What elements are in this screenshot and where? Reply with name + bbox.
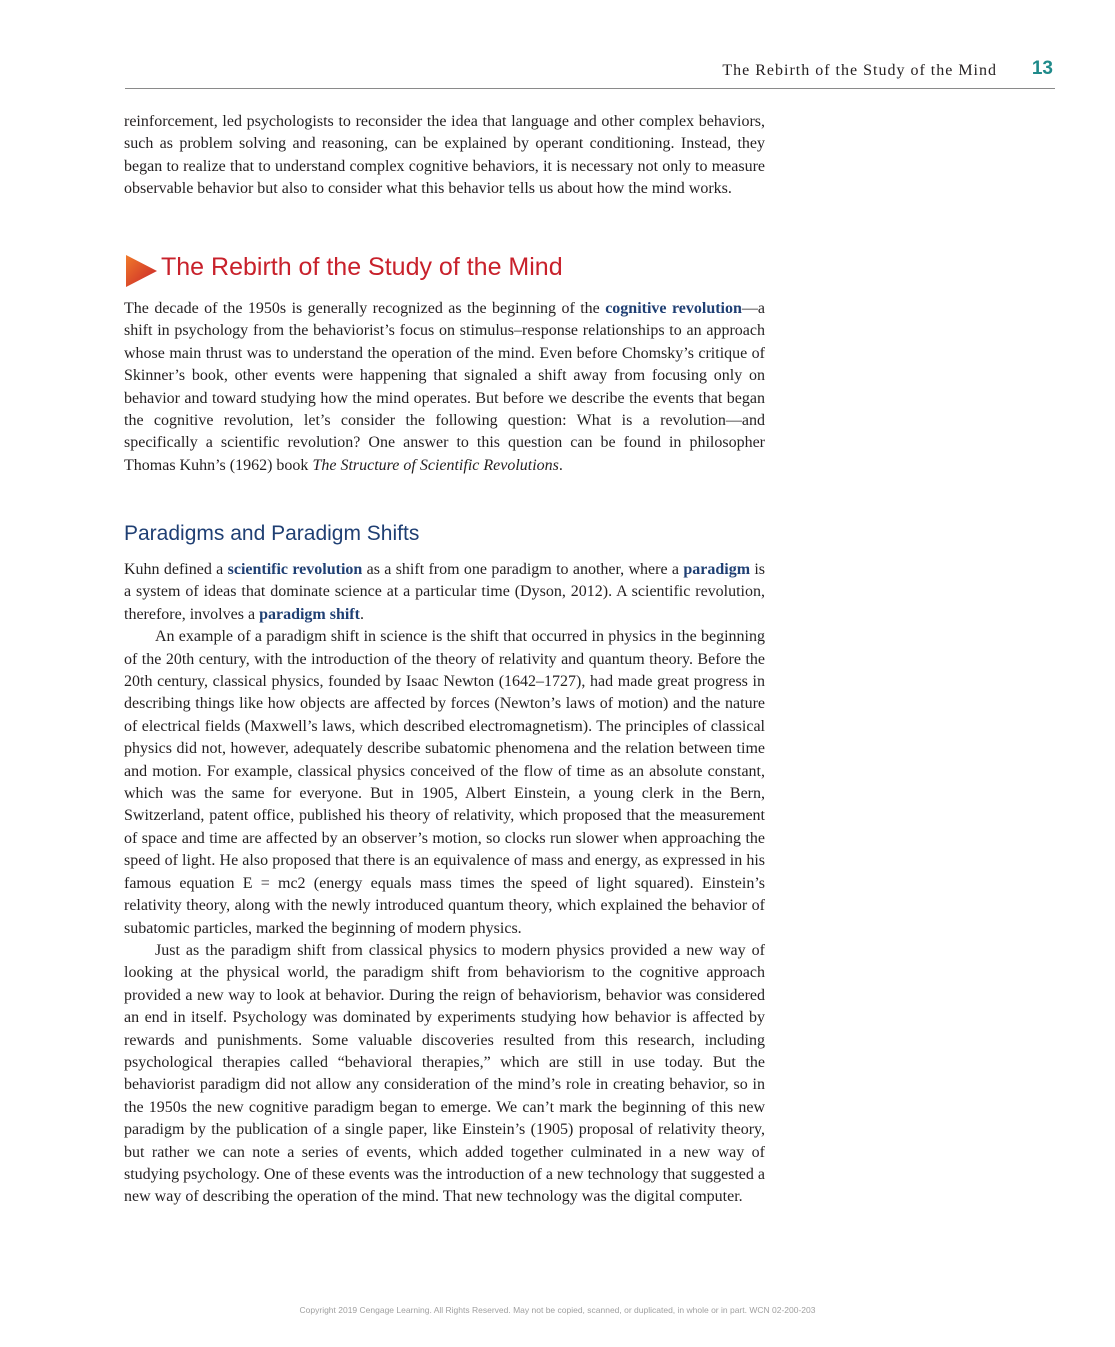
text-run: is a system of ideas that dominate science at a particular time (Dyson, 2012). A scientific revolution, therefore, involves a xyxy=(124,561,766,623)
section-paragraph xyxy=(124,298,765,477)
text-run: The decade of the 1950s is generally recognized as the beginning of the xyxy=(124,300,606,317)
subsection-paragraph-3: Just as the paradigm shift from classical physics to modern physics provided a new way of looking at the physical world, the paradigm shift from behaviorism to the cognitive approach provided a new way to look at behavior. During the reign of behaviorism, behavior was considered an end in itself. Psychology was dominated by experiments studying how behavior is affected by rewards and punishments. Some valuable discoveries resulted from this research, including psychological therapies called “behavioral therapies,” which are still in use today. But the behaviorist paradigm did not allow any consideration of the mind’s role in creating behavior, so in the 1950s the new cognitive paradigm began to emerge. We can’t mark the beginning of this new paradigm by the publication of a single paper, like Einstein’s (1905) proposal of relativity theory, but rather we can note a series of events, which added together culminated in a new way of studying psychology. One of these events was the introduction of a new technology that suggested a new way of describing the operation of the mind. That new technology was the digital computer. xyxy=(124,941,765,1206)
key-term-cognitive-revolution: cognitive revolution xyxy=(605,300,742,317)
subsection-title: Paradigms and Paradigm Shifts xyxy=(124,522,420,545)
running-header xyxy=(125,60,1055,89)
book-title: The Structure of Scientific Revolutions xyxy=(312,456,559,474)
key-term-paradigm-shift: paradigm shift xyxy=(259,605,360,623)
text-run: . xyxy=(359,605,364,623)
intro-paragraph: reinforcement, led psychologists to reconsider the idea that language and other complex behaviors, such as problem solving and reasoning, can be explained by operant conditioning. Instead, they began to realize that to understand complex cognitive behaviors, it is necessary not only to measure observable behavior but also to consider what this behavior tells us about how the mind works. xyxy=(124,113,765,198)
key-term-paradigm: paradigm xyxy=(683,561,751,578)
subsection-paragraph-1 xyxy=(124,559,765,626)
intro-text xyxy=(124,111,765,201)
section-title: The Rebirth of the Study of the Mind xyxy=(161,253,563,281)
text-run: . xyxy=(558,456,563,474)
subsection-body xyxy=(124,559,765,1209)
text-run: Kuhn defined a xyxy=(124,561,228,578)
red-triangle-arrow-icon xyxy=(124,254,158,288)
text-run: as a shift from one paradigm to another, where a xyxy=(362,561,684,578)
subsection-paragraph-2: An example of a paradigm shift in science is the shift that occurred in physics in the beginning of the 20th century, with the introduction of the theory of relativity and quantum theory. Before the 20th century, classical physics, founded by Isaac Newton (1642–1727), had made great progress in describing things like how objects are affected by forces (Newton’s laws of motion) and the nature of electrical fields (Maxwell’s laws, which described electromagnetism). The principles of classical physics did not, however, adequately describe subatomic phenomena and the relation between time and motion. For example, classical physics conceived of the flow of time as an absolute constant, which was the same for everyone. But in 1905, Albert Einstein, a young clerk in the Bern, Switzerland, patent office, published his theory of relativity, which proposed that the measurement of space and time are affected by an observer’s motion, so clocks run slower when approaching the speed of light. He also proposed that there is an equivalence of mass and energy, as expressed in his famous equation E = mc2 (energy equals mass times the speed of light squared). Einstein’s relativity theory, along with the newly introduced quantum theory, which explained the behavior of subatomic particles, marked the beginning of modern physics. xyxy=(124,628,765,937)
key-term-scientific-revolution: scientific revolution xyxy=(227,561,363,578)
page-number: 13 xyxy=(1031,58,1053,79)
running-title: The Rebirth of the Study of the Mind xyxy=(722,62,997,79)
section-body xyxy=(124,298,765,477)
copyright-footer: Copyright 2019 Cengage Learning. All Rights Reserved. May not be copied, scanned, or duplicated, in whole or in part. WCN 02-200-203 xyxy=(299,1305,816,1315)
section-heading xyxy=(124,254,824,288)
text-run: —a shift in psychology from the behaviorist’s focus on stimulus–response relationships to an approach whose main thrust was to understand the operation of the mind. Even before Chomsky’s critique of Skinner’s book, other events were happening that signaled a shift away from focusing only on behavior and toward studying how the mind operates. But before we describe the events that began the cognitive revolution, let’s consider the following question: What is a revolution—and specifically a scientific revolution? One answer to this question can be found in philosopher Thomas Kuhn’s (1962) book xyxy=(124,300,766,474)
